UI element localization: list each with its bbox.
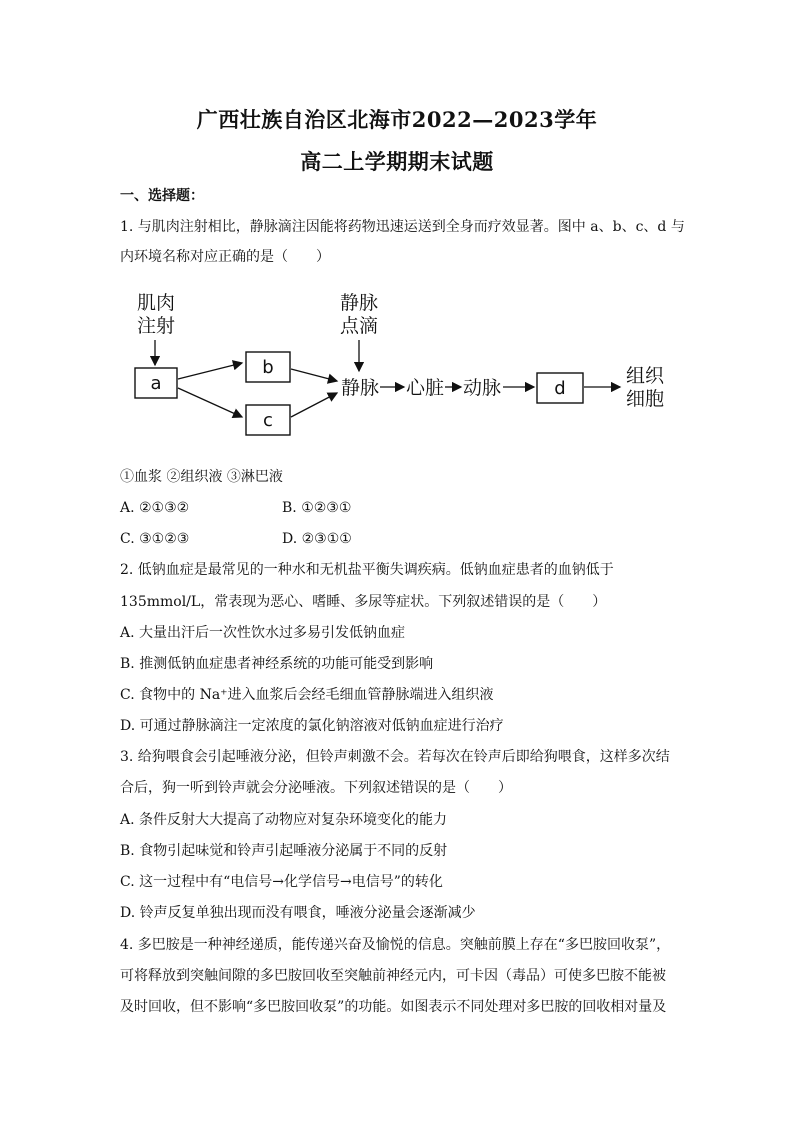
q4-stem-line3: 及时回收，但不影响“多巴胺回收泵”的功能。如图表示不同处理对多巴胺的回收相对量及 [120, 999, 667, 1015]
paper-subtitle: 高二上学期期末试题 [300, 149, 494, 174]
q1-option-d[interactable]: D. ②③①① [282, 531, 352, 547]
q1-stem-line1: 1. 与肌肉注射相比，静脉滴注因能将药物迅速运送到全身而疗效显著。图中 a、b、c、d 与 [120, 219, 685, 235]
q3-stem-line2: 合后，狗一听到铃声就会分泌唾液。下列叙述错误的是（ ） [120, 780, 512, 796]
q4-stem-line2: 可将释放到突触间隙的多巴胺回收至突触前神经元内，可卡因（毒品）可使多巴胺不能被 [120, 968, 666, 984]
q2-stem-line2: 135mmol/L，常表现为恶心、嗜睡、多尿等症状。下列叙述错误的是（ ） [120, 594, 607, 610]
q1-option-c[interactable]: C. ③①②③ [120, 531, 190, 547]
diagram-label-muscle-2: 注射 [137, 315, 176, 337]
q3-stem-line1: 3. 给狗喂食会引起唾液分泌，但铃声刺激不会。若每次在铃声后即给狗喂食，这样多次结 [120, 749, 670, 765]
box-d-label: d [554, 378, 566, 399]
diagram-label-tissue-2: 细胞 [626, 388, 665, 410]
q3-option-a[interactable]: A. 条件反射大大提高了动物应对复杂环境变化的能力 [120, 812, 448, 828]
q2-option-c[interactable]: C. 食物中的 Na⁺进入血浆后会经毛细血管静脉端进入组织液 [120, 687, 494, 703]
q3-option-d[interactable]: D. 铃声反复单独出现而没有喂食，唾液分泌量会逐渐减少 [120, 905, 476, 921]
arrow-b-to-vein [291, 369, 337, 381]
diagram-label-muscle-1: 肌肉 [137, 292, 176, 314]
q1-option-a[interactable]: A. ②①③② [120, 500, 190, 516]
arrow-c-to-vein [291, 393, 337, 417]
arrow-a-to-c [178, 388, 242, 417]
q2-option-a[interactable]: A. 大量出汗后一次性饮水过多易引发低钠血症 [120, 625, 406, 641]
box-b-label: b [262, 357, 274, 378]
q1-stem-line2: 内环境名称对应正确的是（ ） [120, 249, 330, 265]
diagram-label-artery: 动脉 [463, 377, 502, 399]
q2-stem-line1: 2. 低钠血症是最常见的一种水和无机盐平衡失调疾病。低钠血症患者的血钠低于 [120, 562, 614, 578]
q1-option-b[interactable]: B. ①②③① [282, 500, 352, 516]
q3-option-b[interactable]: B. 食物引起味觉和铃声引起唾液分泌属于不同的反射 [120, 843, 448, 859]
diagram-label-iv-1: 静脉 [340, 292, 379, 314]
paper-title: 广西壮族自治区北海市2022—2023学年 [196, 107, 598, 132]
arrow-a-to-b [178, 363, 242, 379]
q3-option-c[interactable]: C. 这一过程中有“电信号→化学信号→电信号”的转化 [120, 874, 443, 890]
section-heading: 一、选择题： [120, 188, 204, 204]
q2-option-d[interactable]: D. 可通过静脉滴注一定浓度的氯化钠溶液对低钠血症进行治疗 [120, 718, 504, 734]
q1-legend: ①血浆 ②组织液 ③淋巴液 [120, 469, 283, 485]
diagram-label-iv-2: 点滴 [340, 315, 379, 337]
q1-diagram [120, 285, 680, 445]
diagram-label-heart: 心脏 [406, 377, 445, 399]
q2-option-b[interactable]: B. 推测低钠血症患者神经系统的功能可能受到影响 [120, 656, 434, 672]
diagram-label-tissue-1: 组织 [626, 365, 665, 387]
q4-stem-line1: 4. 多巴胺是一种神经递质，能传递兴奋及愉悦的信息。突触前膜上存在“多巴胺回收泵”， [120, 937, 671, 953]
box-a-label: a [150, 373, 162, 394]
box-c-label: c [263, 410, 273, 431]
diagram-label-vein: 静脉 [341, 377, 380, 399]
